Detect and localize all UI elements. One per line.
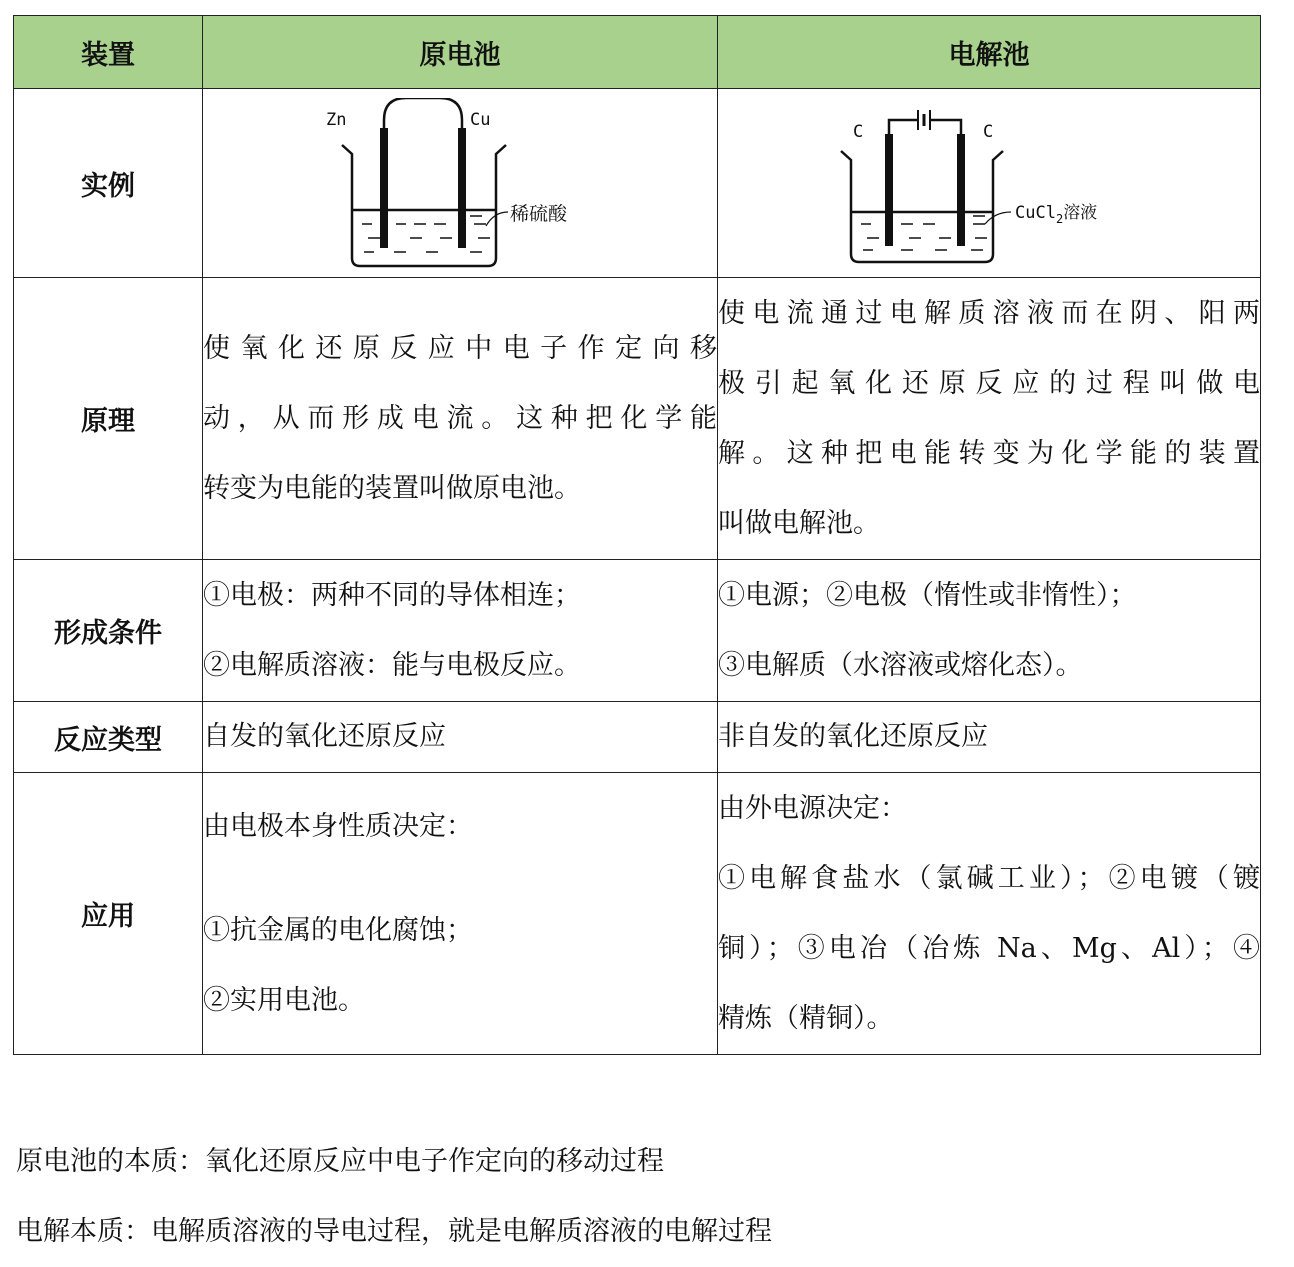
row-label-principle: 原理	[14, 278, 203, 560]
electrolytic-application	[718, 773, 1261, 1055]
text-line: ①抗金属的电化腐蚀；	[203, 914, 473, 946]
text-line: 解。这种把电能转变为化学能的装置	[718, 437, 1260, 469]
galvanic-diagram-cell	[203, 89, 718, 278]
connecting-wire	[384, 98, 462, 150]
text-line: ①电源；②电极（惰性或非惰性）；	[718, 579, 1137, 611]
text-line: 铜）；③电冶（冶炼 Na、Mg、Al）；④	[718, 932, 1260, 964]
galvanic-application	[203, 773, 718, 1055]
text-line: 叫做电解池。	[718, 507, 880, 539]
cathode-electrode	[885, 134, 893, 246]
cucl2-label: CuCl$_2$溶液	[1015, 203, 1098, 226]
c-label-left: C	[853, 122, 864, 142]
c-label-right: C	[983, 122, 994, 142]
row-label-example: 实例	[14, 89, 203, 278]
header-row	[14, 16, 1261, 89]
text-line: 转变为电能的装置叫做原电池。	[203, 472, 581, 504]
cu-electrode	[458, 128, 466, 248]
electrolytic-reaction-type: 非自发的氧化还原反应	[718, 702, 1261, 773]
row-application	[14, 773, 1261, 1055]
zn-label: Zn	[326, 110, 347, 130]
text-line: 精炼（精铜）。	[718, 1002, 894, 1034]
text-line: 由外电源决定：	[718, 792, 907, 824]
electrolytic-diagram-cell	[718, 89, 1261, 278]
text-line: ②电解质溶液：能与电极反应。	[203, 649, 581, 681]
row-label-application: 应用	[14, 773, 203, 1055]
text-line: 由电极本身性质决定：	[203, 810, 473, 842]
row-reaction-type	[14, 702, 1261, 773]
liquid-dashes	[861, 216, 987, 250]
galvanic-cell-diagram	[310, 98, 610, 268]
text-line: ①电极：两种不同的导体相连；	[203, 579, 581, 611]
electrolytic-conditions	[718, 560, 1261, 702]
text-line: 动，从而形成电流。这种把化学能	[203, 402, 717, 434]
electrolyte-label: 稀硫酸	[510, 203, 568, 225]
spacer	[203, 862, 717, 896]
row-example	[14, 89, 1261, 278]
electrolytic-cell-diagram	[839, 98, 1139, 268]
summary-notes	[16, 1127, 772, 1267]
anode-electrode	[957, 134, 965, 246]
text-line: 使电流通过电解质溶液而在阴、阳两	[718, 297, 1260, 329]
note-galvanic-essence: 原电池的本质：氧化还原反应中电子作定向的移动过程	[16, 1146, 664, 1177]
row-label-reaction-type: 反应类型	[14, 702, 203, 773]
comparison-table	[13, 15, 1261, 1055]
text-line: 极引起氧化还原反应的过程叫做电	[718, 367, 1260, 399]
header-galvanic-cell: 原电池	[203, 16, 718, 89]
text-line: ①电解食盐水（氯碱工业）；②电镀（镀	[718, 862, 1260, 894]
header-device: 装置	[14, 16, 203, 89]
text-line: ②实用电池。	[203, 984, 365, 1016]
electrolytic-principle	[718, 278, 1261, 560]
galvanic-principle	[203, 278, 718, 560]
header-electrolytic-cell: 电解池	[718, 16, 1261, 89]
text-line: 使氧化还原反应中电子作定向移	[203, 332, 717, 364]
row-principle	[14, 278, 1261, 560]
row-label-conditions: 形成条件	[14, 560, 203, 702]
note-electrolysis-essence: 电解本质：电解质溶液的导电过程，就是电解质溶液的电解过程	[16, 1216, 772, 1247]
label-pointer	[985, 212, 1011, 224]
galvanic-reaction-type: 自发的氧化还原反应	[203, 702, 718, 773]
power-source	[918, 110, 930, 130]
text-line: ③电解质（水溶液或熔化态）。	[718, 649, 1083, 681]
cu-label: Cu	[470, 110, 491, 130]
row-conditions	[14, 560, 1261, 702]
beaker-outline	[841, 151, 1003, 262]
beaker-outline	[342, 145, 506, 266]
zn-electrode	[380, 128, 388, 248]
galvanic-conditions	[203, 560, 718, 702]
